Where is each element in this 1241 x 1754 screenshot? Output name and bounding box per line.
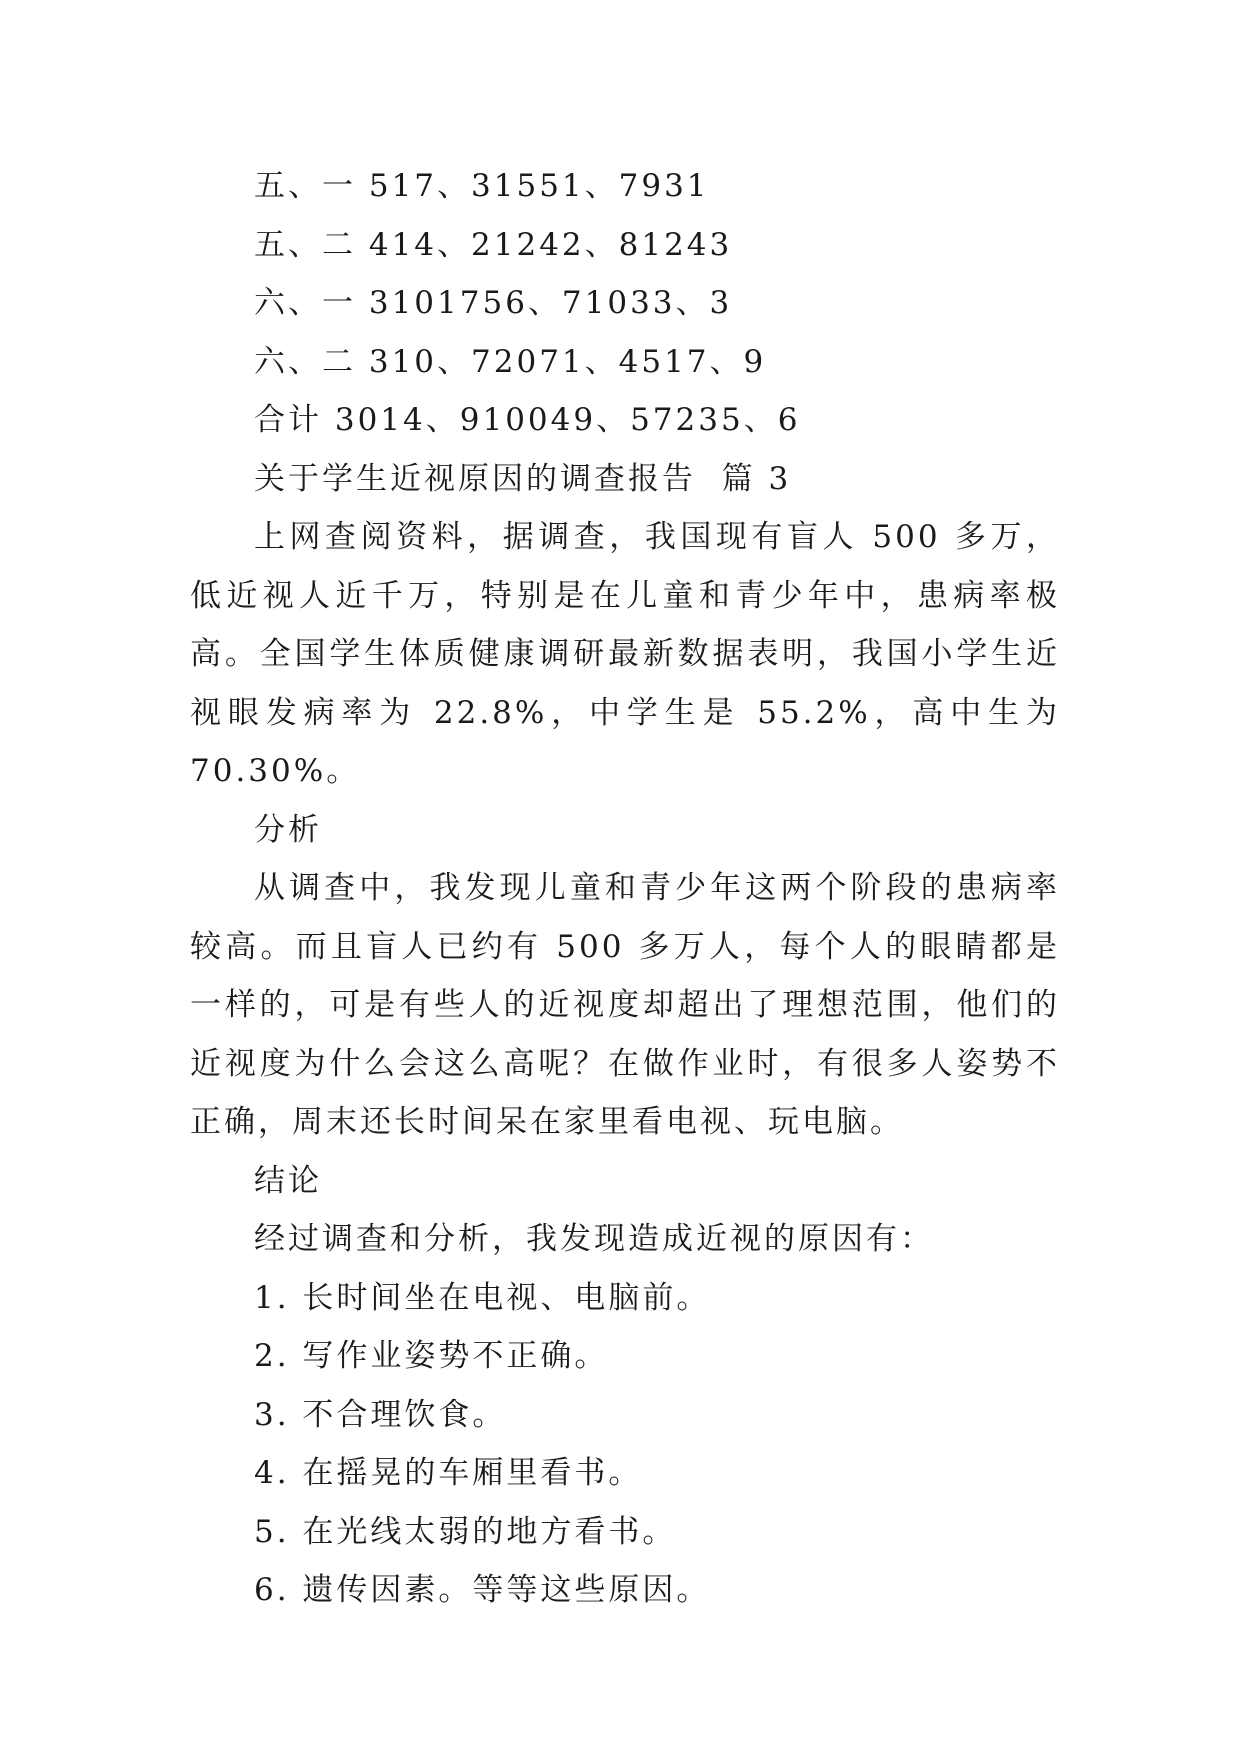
reason-item: 1. 长时间坐在电视、电脑前。 [254,1279,711,1316]
reason-item: 4. 在摇晃的车厢里看书。 [254,1455,643,1491]
conclusion-intro: 经过调查和分析，我发现造成近视的原因有： [254,1221,934,1257]
reason-item: 3. 不合理饮食。 [254,1396,507,1433]
table-row: 六、二 310、72071、4517、9 [254,343,767,380]
section-title: 关于学生近视原因的调查报告 篇 3 [254,460,792,497]
document-body [190,157,1060,1620]
table-row-total: 合计 3014、910049、57235、6 [254,402,801,438]
table-row: 六、一 3101756、71033、3 [254,285,733,321]
analysis-heading: 分析 [254,811,322,848]
reason-item: 2. 写作业姿势不正确。 [254,1338,609,1374]
table-row: 五、二 414、21242、81243 [254,226,733,263]
conclusion-heading: 结论 [254,1162,322,1199]
reason-item: 5. 在光线太弱的地方看书。 [254,1513,677,1550]
analysis-paragraph: 从调查中，我发现儿童和青少年这两个阶段的患病率较高。而且盲人已约有 500 多万人，每个人的眼睛都是一样的，可是有些人的近视度却超出了理想范围，他们的近视度为什么会这么高呢？在做作业时，有很多人姿势不正确，周末还长时间呆在家里看电视、玩电脑。 [190,870,1060,1140]
intro-paragraph: 上网查阅资料，据调查，我国现有盲人 500 多万，低近视人近千万，特别是在儿童和青少年中，患病率极高。全国学生体质健康调研最新数据表明，我国小学生近视眼发病率为 22.8%，中学生是 55.2%，高中生为 70.30%。 [190,519,1060,789]
table-row: 五、一 517、31551、7931 [254,168,710,204]
reason-item: 6. 遗传因素。等等这些原因。 [254,1572,711,1608]
